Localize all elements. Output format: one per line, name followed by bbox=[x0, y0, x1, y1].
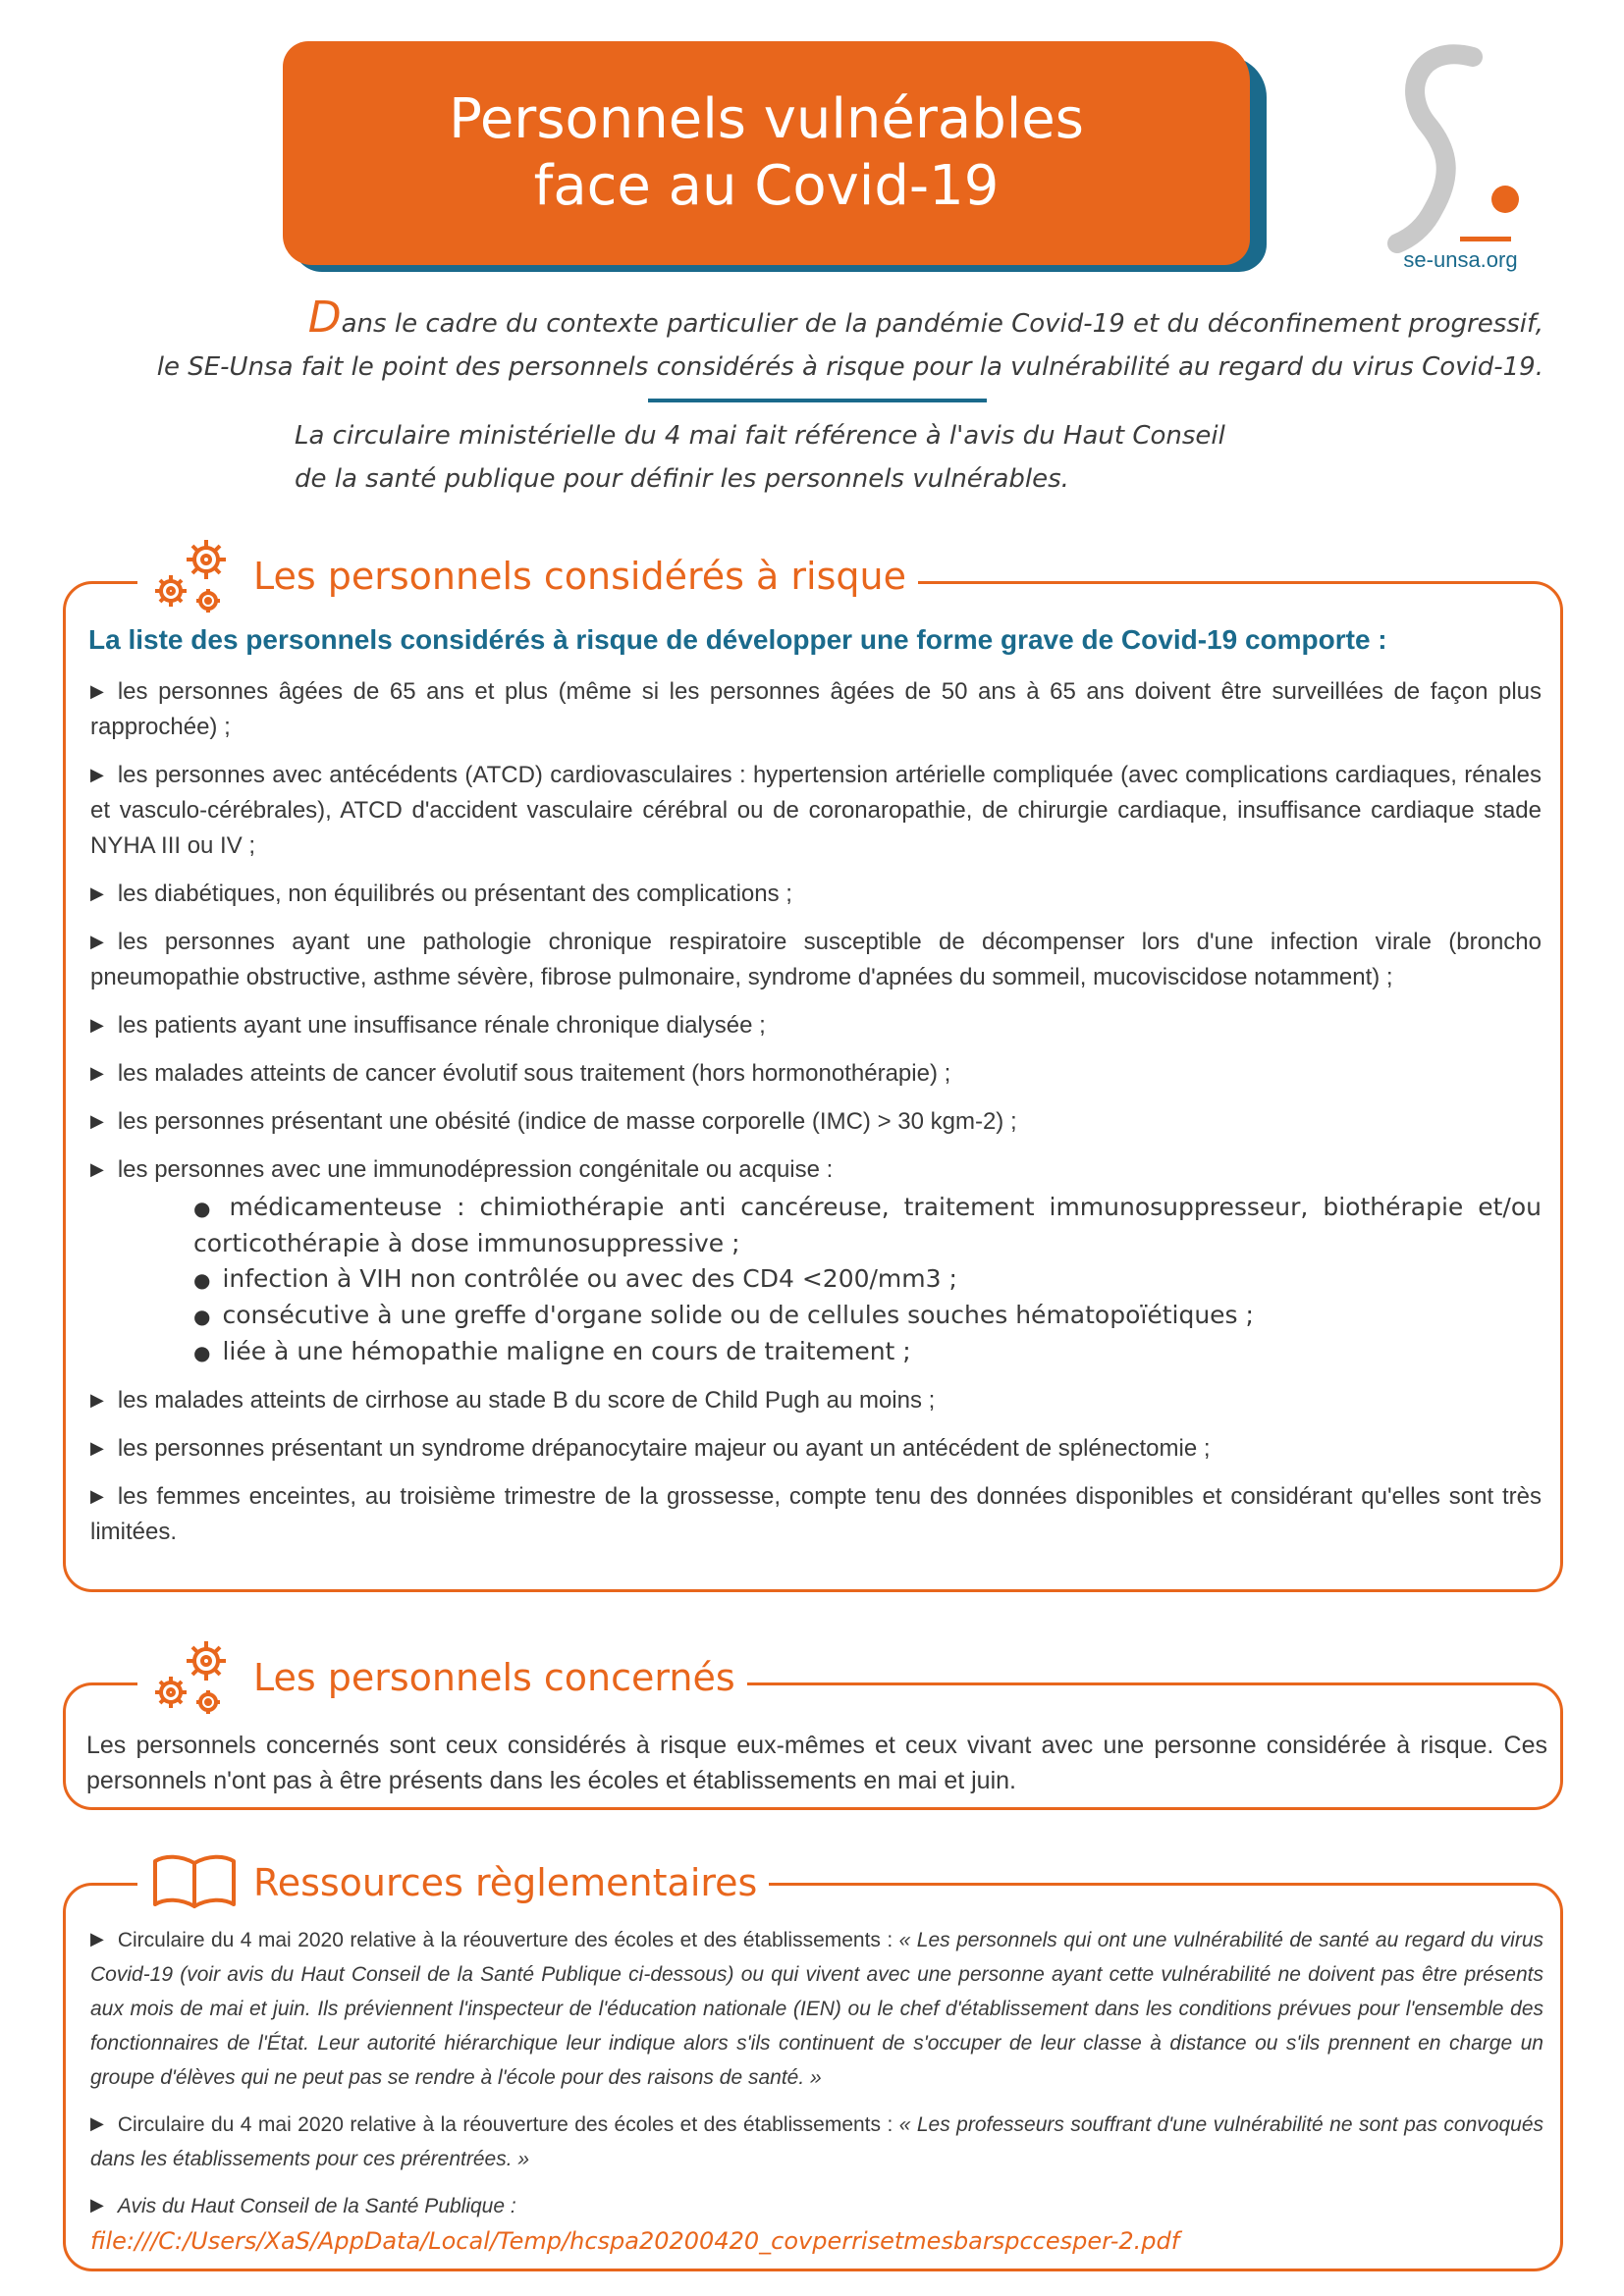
book-icon bbox=[149, 1853, 240, 1912]
resource-item bbox=[90, 2188, 1543, 2223]
section-concerned-header bbox=[137, 1635, 747, 1720]
list-item-text: les malades atteints de cirrhose au stade B du score de Child Pugh au moins ; bbox=[117, 1387, 936, 1414]
triangle-bullet-icon: ▶ bbox=[90, 1063, 104, 1083]
resource-text: Circulaire du 4 mai 2020 relative à la réouverture des écoles et des établissements : bbox=[117, 1929, 899, 1951]
intro-text1: ans le cadre du contexte particulier de la pandémie Covid-19 et du déconfinement progressif, bbox=[341, 309, 1543, 339]
list-item bbox=[90, 1007, 1542, 1043]
list-item bbox=[90, 876, 1542, 912]
list-item bbox=[90, 1151, 1542, 1188]
bullet-dot-icon: ● bbox=[193, 1305, 211, 1328]
resource-item bbox=[90, 1922, 1543, 2095]
section-risk-title: Les personnels considérés à risque bbox=[253, 555, 906, 598]
triangle-bullet-icon: ▶ bbox=[90, 681, 104, 701]
sub-list bbox=[193, 1190, 1542, 1370]
list-item bbox=[90, 924, 1542, 995]
intro-line1 bbox=[90, 293, 1543, 346]
sub-list-item bbox=[193, 1190, 1542, 1261]
list-item bbox=[90, 673, 1542, 745]
section-resources-title: Ressources règlementaires bbox=[253, 1861, 758, 1904]
page-title-line2: face au Covid-19 bbox=[533, 154, 1000, 218]
page-title-line1: Personnels vulnérables bbox=[449, 87, 1084, 151]
section-risk-header bbox=[137, 534, 918, 618]
bullet-dot-icon: ● bbox=[193, 1268, 211, 1292]
list-item-text: les personnes présentant une obésité (indice de masse corporelle (IMC) > 30 kgm-2) ; bbox=[117, 1108, 1017, 1135]
list-item-text: les diabétiques, non équilibrés ou présentant des complications ; bbox=[117, 881, 792, 907]
bullet-dot-icon: ● bbox=[193, 1341, 211, 1364]
resources-list bbox=[90, 1922, 1543, 2255]
list-item-text: les personnes avec une immunodépression congénitale ou acquise : bbox=[117, 1156, 834, 1183]
list-item bbox=[90, 757, 1542, 864]
triangle-bullet-icon: ▶ bbox=[90, 765, 104, 784]
resource-quote: « Les professeurs souffrant d'une vulnérabilité ne sont pas convoqués dans les établissements pour ces prérentrées. » bbox=[90, 2113, 1543, 2170]
list-item bbox=[90, 1478, 1542, 1550]
triangle-bullet-icon: ▶ bbox=[90, 1159, 104, 1179]
sub-list-item bbox=[193, 1298, 1542, 1334]
triangle-bullet-icon: ▶ bbox=[90, 2195, 104, 2215]
list-item-text: les patients ayant une insuffisance rénale chronique dialysée ; bbox=[117, 1012, 766, 1039]
list-item bbox=[90, 1382, 1542, 1418]
list-item bbox=[90, 1103, 1542, 1140]
intro-paragraph bbox=[90, 293, 1543, 389]
sub-list-item bbox=[193, 1261, 1542, 1298]
triangle-bullet-icon: ▶ bbox=[90, 2113, 104, 2133]
list-item-text: les personnes ayant une pathologie chronique respiratoire susceptible de décompenser lors d'une infection virale (broncho pneumopathie obstructive, asthme sévère, fibrose pulmonaire, syndrome d'apnées du sommeil, mucoviscidose notamment) ; bbox=[90, 929, 1542, 990]
intro-circular bbox=[295, 414, 1424, 501]
triangle-bullet-icon: ▶ bbox=[90, 1929, 104, 1949]
resource-quote: « Les personnels qui ont une vulnérabilité de santé au regard du virus Covid-19 (voir avis du Haut Conseil de la Santé Publique ci-dessous) ou qui vivent avec une personne ayant cette vulnérabilité ne doivent pas être présents aux mois de mai et juin. Ils préviennent l'inspecteur de l'éducation nationale (IEN) ou le chef d'établissement dans les conditions prévues pour l'ensemble des fonctionnaires de l'État. Leur autorité hiérarchique leur indique alors s'ils continuent de s'occuper de leur classe à distance ou s'ils prennent en charge un groupe d'élèves qui ne peut pas se rendre à l'école pour des raisons de santé. » bbox=[90, 1929, 1543, 2089]
list-item-text: les personnes avec antécédents (ATCD) cardiovasculaires : hypertension artérielle compliquée (avec complications cardiaques, rénales et vasculo-cérébrales), ATCD d'accident vasculaire cérébral ou de coronaropathie, de chirurgie cardiaque, insuffisance cardiaque stade NYHA III ou IV ; bbox=[90, 762, 1542, 859]
risk-list bbox=[90, 673, 1542, 1562]
triangle-bullet-icon: ▶ bbox=[90, 1486, 104, 1506]
triangle-bullet-icon: ▶ bbox=[90, 1390, 104, 1410]
triangle-bullet-icon: ▶ bbox=[90, 1015, 104, 1035]
list-item-text: les personnes présentant un syndrome drépanocytaire majeur ou ayant un antécédent de splénectomie ; bbox=[117, 1435, 1211, 1462]
sub-list-item bbox=[193, 1334, 1542, 1370]
list-item bbox=[90, 1430, 1542, 1467]
triangle-bullet-icon: ▶ bbox=[90, 883, 104, 903]
sub-list-item-text: liée à une hémopathie maligne en cours de traitement ; bbox=[222, 1337, 911, 1365]
triangle-bullet-icon: ▶ bbox=[90, 1438, 104, 1458]
risk-list-heading: La liste des personnels considérés à risque de développer une forme grave de Covid-19 comporte : bbox=[88, 624, 1387, 655]
list-item-text: les femmes enceintes, au troisième trimestre de la grossesse, compte tenu des données disponibles et considérant qu'elles sont très limitées. bbox=[90, 1483, 1542, 1545]
section-concerned-text: Les personnels concernés sont ceux considérés à risque eux-mêmes et ceux vivant avec une personne considérée à risque. Ces personnels n'ont pas à être présents dans les écoles et établissements en mai et juin. bbox=[86, 1732, 1547, 1794]
list-item bbox=[90, 1055, 1542, 1092]
resource-item bbox=[90, 2107, 1543, 2176]
gears-icon bbox=[149, 1635, 240, 1720]
logo-text: se-unsa.org bbox=[1403, 247, 1518, 272]
resource-text: Circulaire du 4 mai 2020 relative à la réouverture des écoles et des établissements : bbox=[117, 2113, 899, 2136]
resource-link[interactable]: file:///C:/Users/XaS/AppData/Local/Temp/hcspa20200420_covperrisetmesbarspccesper-2.pdf bbox=[90, 2227, 1180, 2255]
section-resources-header bbox=[137, 1853, 769, 1912]
intro-text2: le SE-Unsa fait le point des personnels considérés à risque pour la vulnérabilité au regard du virus Covid-19. bbox=[156, 352, 1543, 382]
sub-list-item-text: consécutive à une greffe d'organe solide ou de cellules souches hématopoïétiques ; bbox=[222, 1301, 1254, 1329]
triangle-bullet-icon: ▶ bbox=[90, 1111, 104, 1131]
list-item-text: les malades atteints de cancer évolutif sous traitement (hors hormonothérapie) ; bbox=[117, 1060, 951, 1087]
sub-list-item-text: médicamenteuse : chimiothérapie anti cancéreuse, traitement immunosuppresseur, biothérapie et/ou corticothérapie à dose immunosuppressive ; bbox=[193, 1193, 1542, 1257]
sub-list-item-text: infection à VIH non contrôlée ou avec des CD4 <200/mm3 ; bbox=[222, 1264, 957, 1293]
dropcap: D bbox=[307, 293, 342, 343]
gears-icon bbox=[149, 534, 240, 618]
intro-text4: de la santé publique pour définir les personnels vulnérables. bbox=[295, 464, 1069, 494]
se-unsa-logo bbox=[1380, 37, 1537, 283]
bullet-dot-icon: ● bbox=[193, 1197, 218, 1220]
intro-text3: La circulaire ministérielle du 4 mai fait référence à l'avis du Haut Conseil bbox=[295, 421, 1225, 451]
title-banner bbox=[283, 41, 1250, 265]
resource-label: Avis du Haut Conseil de la Santé Publique : bbox=[117, 2195, 516, 2217]
intro-divider bbox=[648, 399, 987, 402]
section-concerned-title: Les personnels concernés bbox=[253, 1656, 735, 1699]
triangle-bullet-icon: ▶ bbox=[90, 932, 104, 951]
list-item-text: les personnes âgées de 65 ans et plus (même si les personnes âgées de 50 ans à 65 ans doivent être surveillées de façon plus rapprochée) ; bbox=[90, 678, 1542, 740]
